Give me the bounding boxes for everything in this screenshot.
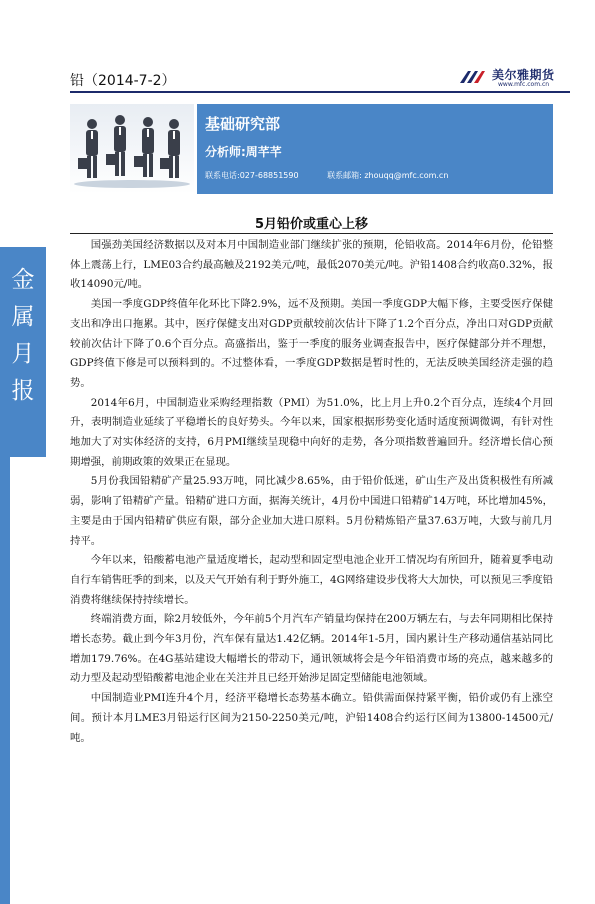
sidebar-char: 金 bbox=[11, 267, 35, 293]
sidebar-char: 报 bbox=[11, 378, 35, 404]
document-title: 5月铅价或重心上移 bbox=[254, 217, 369, 232]
title-rule bbox=[70, 233, 553, 234]
contact-phone: 联系电话:027-68851590 bbox=[205, 171, 299, 180]
sidebar-char: 月 bbox=[11, 341, 35, 367]
department-banner bbox=[197, 104, 553, 194]
contact-email[interactable]: 联系邮箱: zhouqq@mfc.com.cn bbox=[327, 171, 449, 180]
logo-url: www.mfc.com.cn bbox=[498, 81, 550, 88]
contact-info bbox=[205, 170, 474, 181]
page-header-title: 铅（2014-7-2） bbox=[70, 73, 176, 89]
businessmen-icon bbox=[70, 104, 194, 194]
logo-mark-icon bbox=[460, 69, 490, 83]
sidebar-char: 属 bbox=[11, 304, 35, 330]
paragraph: 国强劲美国经济数据以及对本月中国制造业部门继续扩张的预期，伦铅收高。2014年6月份，伦铅整体上震荡上行，LME03合约最高触及2192美元/吨，最低2070美元/吨。沪铅1408合约收高0.32%，报收14090元/吨。 bbox=[70, 239, 553, 291]
paragraph: 2014年6月，中国制造业采购经理指数（PMI）为51.0%，比上月上升0.2个百分点，连续4个月回升，表明制造业延续了平稳增长的良好势头。今年以来，国家根据形势变化适时适度预调微调，有针对性地加大了对实体经济的支持，6月PMI继续呈现稳中向好的走势，各分项指数普遍回升。经济增长信心预期增强，前期政策的效果正在显现。 bbox=[70, 396, 553, 468]
logo-name: 美尔雅期货 bbox=[492, 68, 555, 82]
paragraph: 终端消费方面，除2月较低外，今年前5个月汽车产销量均保持在200万辆左右，与去年同期相比保持增长态势。截止到今年3月份，汽车保有量达1.42亿辆。2014年1-5月，国内累计生产移动通信基站同比增加179.76%。在4G基站建设大幅增长的带动下，通讯领域将会是今年铅消费市场的亮点，越来越多的动力型及起动型铅酸蓄电池企业在关注并且已经开始涉足固定型储能电池领域。 bbox=[70, 613, 553, 685]
businessmen-illustration bbox=[70, 104, 194, 194]
analyst-name: 分析师:周芊芊 bbox=[205, 145, 282, 159]
header-rule bbox=[70, 91, 570, 93]
company-logo bbox=[458, 66, 570, 92]
paragraph: 中国制造业PMI连升4个月，经济平稳增长态势基本确立。铅供需面保持紧平衡，铅价或仍有上涨空间。预计本月LME3月铅运行区间为2150-2250美元/吨，沪铅1408合约运行区间为13800-14500元/吨。 bbox=[70, 692, 553, 744]
department-name: 基础研究部 bbox=[205, 115, 281, 133]
sidebar-label bbox=[0, 262, 46, 410]
document-body bbox=[70, 236, 553, 748]
paragraph: 美国一季度GDP终值年化环比下降2.9%，远不及预期。美国一季度GDP大幅下修，主要受医疗保健支出和净出口拖累。其中，医疗保健支出对GDP贡献较前次估计下降了1.2个百分点，净出口对GDP贡献较前次估计下降了0.6个百分点。高盛指出，鉴于一季度的服务业调查报告中，医疗保健部分并不理想，GDP终值下修是可以预料到的。不过整体看，一季度GDP数据是暂时性的，无法反映美国经济走强的趋势。 bbox=[70, 298, 553, 389]
paragraph: 今年以来，铅酸蓄电池产量适度增长，起动型和固定型电池企业开工情况均有所回升，随着夏季电动自行车销售旺季的到来，以及天气开始有利于野外施工，4G网络建设步伐将大大加快，可以预见三季度铅消费将继续保持持续增长。 bbox=[70, 554, 553, 606]
side-band-lower bbox=[0, 457, 10, 904]
paragraph: 5月份我国铅精矿产量25.93万吨，同比减少8.65%，由于铅价低迷，矿山生产及出货积极性有所减弱，影响了铅精矿产量。铅精矿进口方面，据海关统计，4月份中国进口铅精矿14万吨，环比增加45%，主要是由于国内铅精矿供应有限，部分企业加大进口原料。5月份精炼铅产量37.63万吨，大致与前几月持平。 bbox=[70, 475, 553, 547]
